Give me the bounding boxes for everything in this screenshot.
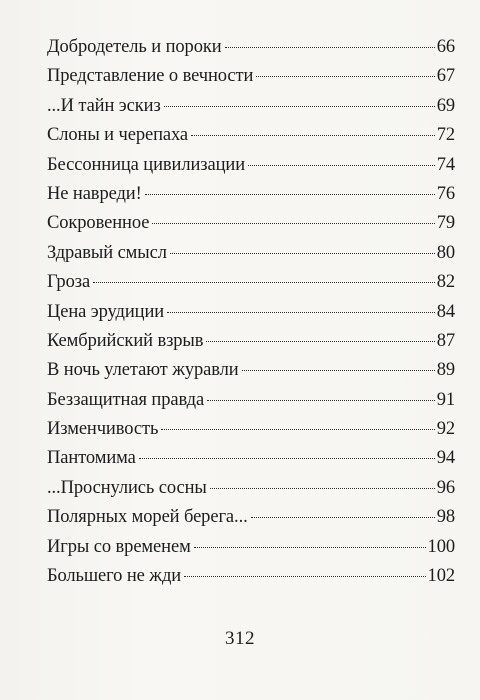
toc-entry bbox=[47, 474, 455, 503]
dot-leader bbox=[167, 312, 435, 313]
toc-entry-page: 66 bbox=[436, 37, 455, 57]
dot-leader bbox=[194, 547, 426, 548]
toc-entry bbox=[47, 209, 455, 238]
dot-leader bbox=[248, 165, 435, 166]
toc-entry bbox=[47, 327, 455, 356]
dot-leader bbox=[210, 488, 435, 489]
page-number: 312 bbox=[225, 628, 255, 649]
toc-entry bbox=[47, 444, 455, 473]
toc-entry bbox=[47, 92, 455, 121]
toc-entry bbox=[47, 239, 455, 268]
toc-entry-page: 100 bbox=[427, 536, 455, 557]
dot-leader bbox=[184, 576, 425, 577]
toc-entry-title: Цена эрудиции bbox=[47, 301, 165, 322]
toc-entry-page: 67 bbox=[436, 66, 455, 87]
dot-leader bbox=[191, 135, 435, 136]
dot-leader bbox=[206, 341, 434, 342]
toc-entry-title: Сокровенное bbox=[47, 213, 150, 234]
toc-entry-title: Пантомима bbox=[47, 448, 136, 469]
toc-entry-page: 87 bbox=[436, 330, 455, 351]
toc-entry-title: В ночь улетают журавли bbox=[47, 360, 239, 381]
dot-leader bbox=[225, 47, 435, 48]
toc-entry-page: 98 bbox=[436, 507, 455, 528]
toc-entry-page: 89 bbox=[436, 360, 455, 381]
dot-leader bbox=[207, 400, 435, 401]
toc-entry bbox=[47, 121, 455, 150]
toc-entry-page: 82 bbox=[436, 272, 455, 293]
toc-entry-title: Беззащитная правда bbox=[47, 389, 205, 410]
toc-entry bbox=[47, 386, 455, 415]
toc-entry-title: ...Проснулись сосны bbox=[47, 477, 207, 498]
dot-leader bbox=[145, 194, 435, 195]
toc-entry-page: 102 bbox=[427, 566, 455, 587]
toc-entry-page: 91 bbox=[436, 389, 455, 410]
toc-entry-title: Слоны и черепаха bbox=[47, 125, 189, 146]
dot-leader bbox=[256, 76, 434, 77]
dot-leader bbox=[242, 370, 435, 371]
toc-entry-title: Здравый смысл bbox=[47, 242, 167, 263]
toc-entry bbox=[47, 503, 455, 532]
toc-entry-page: 69 bbox=[436, 95, 455, 116]
toc-entry bbox=[47, 356, 455, 385]
dot-leader bbox=[161, 429, 434, 430]
toc-entry-page: 96 bbox=[436, 477, 455, 498]
toc-entry bbox=[47, 298, 455, 327]
toc-entry-title: Изменчивость bbox=[47, 419, 159, 440]
toc-entry-title: Бессонница цивилизации bbox=[47, 154, 245, 175]
toc-entry-page: 94 bbox=[436, 448, 455, 469]
toc-entry-title: Кембрийский взрыв bbox=[47, 330, 204, 351]
toc-entry-page: 92 bbox=[436, 419, 455, 440]
toc-entry-page: 74 bbox=[436, 154, 455, 175]
toc-entry bbox=[47, 268, 455, 297]
table-of-contents bbox=[47, 33, 455, 591]
toc-entry bbox=[47, 180, 455, 209]
toc-entry bbox=[47, 33, 455, 62]
dot-leader bbox=[93, 282, 435, 283]
dot-leader bbox=[164, 106, 435, 107]
dot-leader bbox=[251, 517, 435, 518]
dot-leader bbox=[139, 458, 435, 459]
toc-entry-page: 84 bbox=[436, 301, 455, 322]
toc-entry-title: Полярных морей берега... bbox=[47, 507, 248, 528]
toc-entry bbox=[47, 415, 455, 444]
toc-entry-title: Игры со временем bbox=[47, 536, 191, 557]
dot-leader bbox=[170, 253, 435, 254]
toc-entry bbox=[47, 562, 455, 591]
toc-entry-title: Гроза bbox=[47, 272, 91, 293]
toc-entry bbox=[47, 151, 455, 180]
toc-entry bbox=[47, 62, 455, 91]
toc-entry-title: Большего не жди bbox=[47, 566, 182, 587]
toc-entry-page: 80 bbox=[436, 242, 455, 263]
dot-leader bbox=[152, 223, 434, 224]
toc-entry-page: 76 bbox=[436, 183, 455, 204]
toc-entry-title: Добродетель и пороки bbox=[47, 37, 222, 57]
toc-entry-title: ...И тайн эскиз bbox=[47, 95, 161, 116]
toc-entry-title: Представление о вечности bbox=[47, 66, 254, 87]
toc-entry-page: 72 bbox=[436, 125, 455, 146]
toc-entry bbox=[47, 533, 455, 562]
toc-entry-page: 79 bbox=[436, 213, 455, 234]
toc-entry-title: Не навреди! bbox=[47, 183, 142, 204]
